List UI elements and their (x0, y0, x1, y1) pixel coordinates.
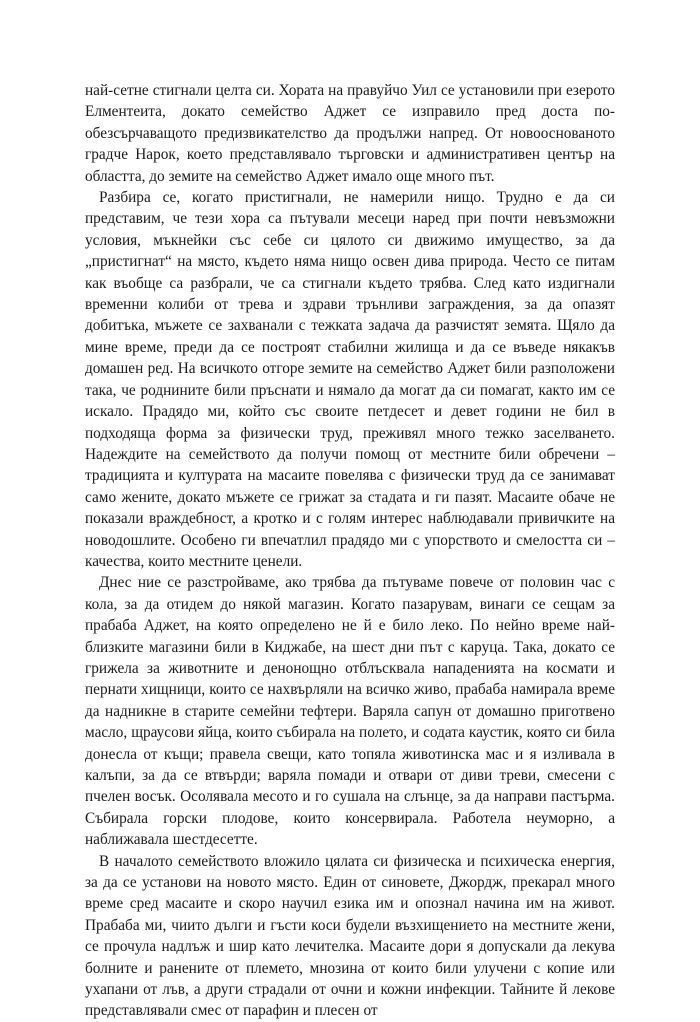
paragraph-2: Разбира се, когато пристигнали, не намерили нищо. Трудно е да си представим, че тези хора са пътували месеци наред при почти невъзможни условия, мъкнейки със себе си цялото си движимо имущество, за да „пристигнат“ на място, където няма нищо освен дива природа. Често се питам как въобще са разбрали, че са стигнали където трябва. След като издигнали временни колиби от трева и здрави трънливи заграждения, за да опазят добитъка, мъжете се захванали с тежката задача да разчистят земята. Щяло да мине време, преди да се построят стабилни жилища и да се въведе някакъв домашен ред. На всичкото отгоре земите на семейство Аджет били разположени така, че роднините били пръснати и нямало да могат да си помагат, както им се искало. Прадядо ми, който със своите петдесет и девет години не бил в подходяща форма за физически труд, преживял много тежко заселването. Надеждите на семейството да получи помощ от местните били обречени – традицията и културата на масаите повелява с физически труд да се занимават само жените, докато мъжете се грижат за стадата и ги пазят. Масаите обаче не показали враждебност, а кротко и с голям интерес наблюдавали привичките на новодошлите. Особено ги впечатлил прадядо ми с упорството и смелостта си – качества, които местните ценели. (85, 189, 615, 570)
paragraph-3: Днес ние се разстройваме, ако трябва да пътуваме повече от половин час с кола, за да отидем до някой магазин. Когато пазарувам, винаги се сещам за прабаба Аджет, на която определено не й е било леко. По нейно време най-близките магазини били в Киджабе, на шест дни път с каруца. Така, докато се грижела за животните и денонощно отблъсквала нападенията на космати и пернати хищници, които се нахвърляли на всичко живо, прабаба намирала време да надникне в старите семейни тефтери. Варяла сапун от домашно приготвено масло, щраусови яйца, които събирала на полето, и содата каустик, която си била донесла от къщи; правела свещи, като топяла животинска мас и я изливала в калъпи, за да се втвърди; варяла помади и отвари от диви треви, смесени с пчелен восък. Осолявала месото и го сушала на слънце, за да направи пастърма. Събирала горски плодове, които консервирала. Работела неуморно, а наближавала шестдесетте. (85, 574, 615, 849)
paragraph-1: най-сетне стигнали целта си. Хората на правуйчо Уил се установили при езерото Елментеита, докато семейство Аджет се изправило пред доста по-обезсърчаващото предизвикателство да продължи напред. От новооснованото градче Нарок, което представлявало търговски и административен център на областта, до земите на семейство Аджет имало още много път. (85, 82, 615, 185)
body-text (85, 80, 615, 1022)
paragraph-4: В началото семейството вложило цялата си физическа и психическа енергия, за да се установи на новото място. Един от синовете, Джордж, прекарал много време сред масаите и скоро научил езика им и опознал начина им на живот. Прабаба ми, чиито дълги и гъсти коси будели възхищението на местните жени, се прочула надлъж и шир като лечителка. Масаите дори я допускали да лекува болните и ранените от племето, мнозина от които били улучени с копие или ухапани от лъв, а други страдали от очни и кожни инфекции. Тайните й лекове представлявали смес от парафин и плесен от (85, 852, 615, 1020)
